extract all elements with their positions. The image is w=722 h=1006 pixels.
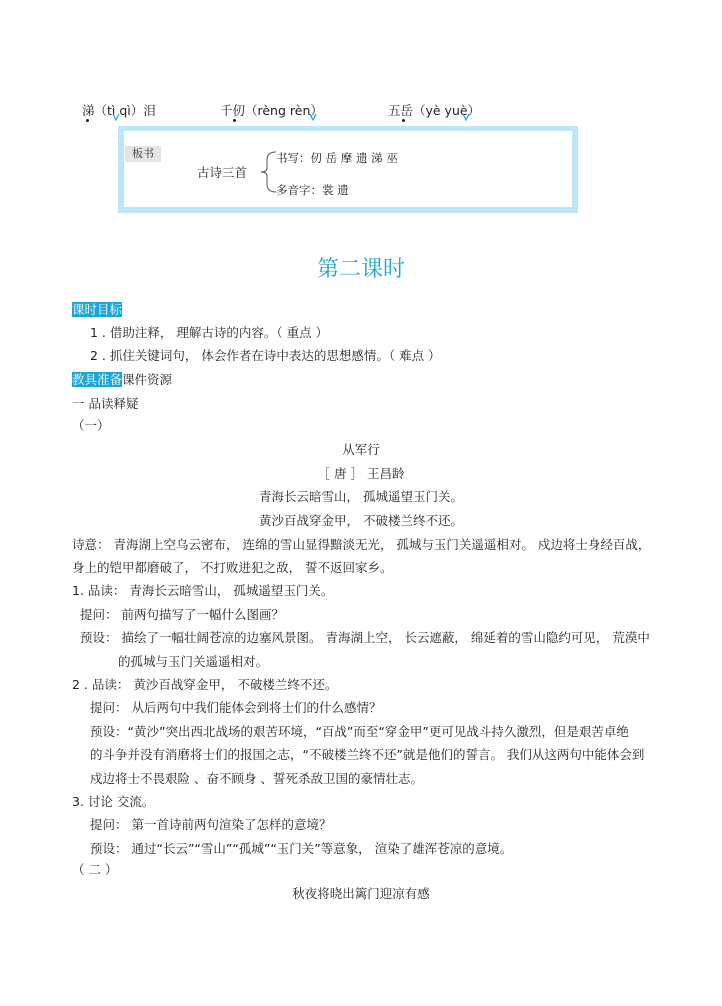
- check-mark-icon: [112, 113, 120, 121]
- page-title: 第二课时: [316, 257, 405, 282]
- part-label-2: （ 二 ）: [72, 862, 118, 877]
- emphasis-dot: [86, 119, 89, 122]
- board-title: 古诗三首: [197, 165, 248, 180]
- poem-line-2: 黄沙百战穿金甲， 不破楼兰终不还。: [259, 513, 463, 528]
- q3-read: 3. 讨论 交流。: [72, 794, 155, 809]
- goal-item-1: 1 . 借助注释， 理解古诗的内容。（ 重点 ）: [90, 325, 329, 340]
- q2-read: 2 . 品读： 黄沙百战穿金甲， 不破楼兰终不还。: [72, 677, 338, 692]
- part-label-1: （一）: [72, 418, 110, 433]
- prep-tag: 教具准备: [72, 372, 123, 387]
- emphasis-dot: [402, 119, 405, 122]
- goals-tag: 课时目标: [72, 302, 123, 317]
- board-line-1: 书写：仞 岳 摩 遗 涕 巫: [276, 151, 398, 165]
- poem-2-title: 秋夜将晓出篱门迎凉有感: [292, 886, 430, 901]
- board-tag: 板书: [125, 146, 161, 162]
- meaning-line-2: 身上的铠甲都磨破了， 不打败进犯之敌， 誓不返回家乡。: [72, 560, 393, 575]
- section-heading: 一 品读释疑: [72, 396, 139, 411]
- q2-answer-2: 的斗争并没有消磨将士们的报国之志，“不破楼兰终不还”就是他们的誓言。 我们从这两句中能体会到: [90, 747, 645, 762]
- pinyin-item-3: 五岳（yè yuè）: [388, 103, 481, 118]
- q3-answer: 预设： 通过“长云”“雪山”“孤城”“玉门关”等意象， 渲染了雄浑苍凉的意境。: [90, 841, 513, 856]
- prep-text: 课件资源: [122, 372, 173, 387]
- q2-ask: 提问： 从后两句中我们能体会到将士们的什么感情？: [90, 700, 382, 715]
- q1-answer-1: 预设： 描绘了一幅壮阔苍凉的边塞风景图。 青海湖上空， 长云遮蔽， 绵延着的雪山隐约可见， 荒漠中: [80, 630, 650, 645]
- q1-read: 1. 品读： 青海长云暗雪山， 孤城遥望玉门关。: [72, 583, 334, 598]
- check-mark-icon: [462, 113, 470, 121]
- pinyin-item-1: 涕（tì qì）泪: [82, 103, 156, 118]
- emphasis-dot: [233, 119, 236, 122]
- goal-item-2: 2 . 抓住关键词句， 体会作者在诗中表达的思想感情。（ 难点 ）: [90, 348, 441, 363]
- meaning-line-1: 诗意： 青海湖上空乌云密布， 连绵的雪山显得黯淡无光， 孤城与玉门关遥遥相对。 戍边将士身经百战，: [72, 537, 651, 552]
- q1-ask: 提问： 前两句描写了一幅什么图画？: [80, 607, 284, 622]
- prep-line: [72, 372, 172, 388]
- poem-author: ［ 唐 ］ 王昌龄: [317, 466, 405, 481]
- q1-answer-2: 的孤城与玉门关遥遥相对。: [118, 654, 269, 669]
- board-line-2: 多音字：裳 遗: [276, 183, 349, 197]
- q2-answer-1: 预设：“黄沙”突出西北战场的艰苦环境，“百战”而至“穿金甲”更可见战斗持久激烈，但是艰苦卓绝: [90, 724, 629, 739]
- q2-answer-3: 戍边将士不畏艰险 、奋不顾身 、誓死杀敌卫国的豪情壮志。: [90, 771, 423, 786]
- pinyin-item-2: 千仞（rèng rèn）: [220, 103, 323, 118]
- q3-ask: 提问： 第一首诗前两句渲染了怎样的意境？: [90, 817, 332, 832]
- poem-line-1: 青海长云暗雪山， 孤城遥望玉门关。: [259, 489, 463, 504]
- poem-title: 从军行: [342, 442, 380, 457]
- check-mark-icon: [309, 113, 317, 121]
